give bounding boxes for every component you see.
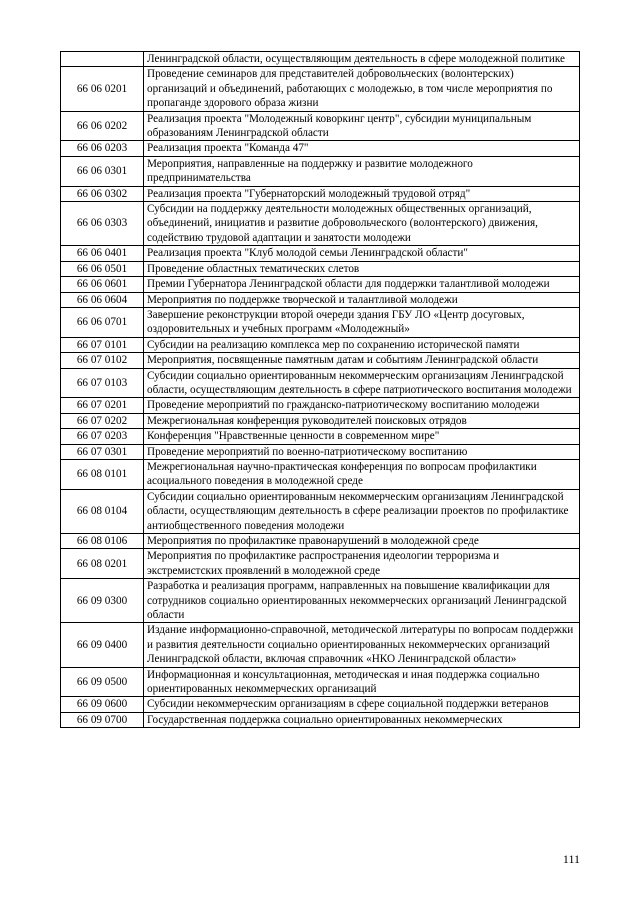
table-row <box>61 141 580 156</box>
row-description: Субсидии на поддержку деятельности молодежных общественных организаций, объединений, инициатив и развитие добровольческого (волонтерского) движения, содействию трудовой адаптации и занятости молодежи <box>144 202 580 246</box>
row-description: Издание информационно-справочной, методической литературы по вопросам поддержки и развития деятельности социально ориентированных некоммерческих организаций Ленинградской области, включая справочник «НКО Ленинградской области» <box>144 623 580 667</box>
row-code: 66 08 0101 <box>61 459 144 489</box>
row-description: Мероприятия, направленные на поддержку и развитие молодежного предпринимательства <box>144 156 580 186</box>
row-description: Реализация проекта "Губернаторский молодежный трудовой отряд" <box>144 186 580 201</box>
table-row <box>61 444 580 459</box>
row-code <box>61 52 144 67</box>
row-code: 66 06 0203 <box>61 141 144 156</box>
row-code: 66 07 0102 <box>61 353 144 368</box>
row-code: 66 08 0104 <box>61 489 144 533</box>
row-description: Информационная и консультационная, методическая и иная поддержка социально ориентированных некоммерческих организаций <box>144 667 580 697</box>
table-row <box>61 429 580 444</box>
table-row <box>61 413 580 428</box>
row-description: Проведение мероприятий по гражданско-патриотическому воспитанию молодежи <box>144 398 580 413</box>
row-code: 66 06 0601 <box>61 277 144 292</box>
row-code: 66 06 0604 <box>61 292 144 307</box>
row-code: 66 09 0700 <box>61 712 144 727</box>
table-row <box>61 307 580 337</box>
row-description: Премии Губернатора Ленинградской области для поддержки талантливой молодежи <box>144 277 580 292</box>
row-code: 66 06 0701 <box>61 307 144 337</box>
table-row <box>61 534 580 549</box>
row-code: 66 07 0201 <box>61 398 144 413</box>
table-body <box>61 52 580 728</box>
row-description: Субсидии некоммерческим организациям в сфере социальной поддержки ветеранов <box>144 697 580 712</box>
table-row <box>61 549 580 579</box>
row-code: 66 07 0202 <box>61 413 144 428</box>
table-row <box>61 186 580 201</box>
row-description: Ленинградской области, осуществляющим деятельность в сфере молодежной политике <box>144 52 580 67</box>
page-number: 111 <box>562 852 580 866</box>
row-description: Завершение реконструкции второй очереди здания ГБУ ЛО «Центр досуговых, оздоровительных и учебных программ «Молодежный» <box>144 307 580 337</box>
row-description: Государственная поддержка социально ориентированных некоммерческих <box>144 712 580 727</box>
table-row <box>61 202 580 246</box>
table-row <box>61 697 580 712</box>
row-code: 66 08 0106 <box>61 534 144 549</box>
row-description: Реализация проекта "Клуб молодой семьи Ленинградской области" <box>144 246 580 261</box>
table-row <box>61 67 580 111</box>
row-description: Реализация проекта "Молодежный коворкинг центр", субсидии муниципальным образованиям Ленинградской области <box>144 111 580 141</box>
row-description: Проведение мероприятий по военно-патриотическому воспитанию <box>144 444 580 459</box>
row-description: Субсидии социально ориентированным некоммерческим организациям Ленинградской области, осуществляющим деятельность в сфере реализации проектов по профилактике антиобщественного поведения молодежи <box>144 489 580 533</box>
table-row <box>61 579 580 623</box>
row-description: Межрегиональная конференция руководителей поисковых отрядов <box>144 413 580 428</box>
table-row <box>61 337 580 352</box>
table-row <box>61 398 580 413</box>
row-code: 66 07 0103 <box>61 368 144 398</box>
table-row <box>61 111 580 141</box>
row-code: 66 09 0400 <box>61 623 144 667</box>
table-row <box>61 52 580 67</box>
row-code: 66 09 0500 <box>61 667 144 697</box>
table-row <box>61 353 580 368</box>
row-description: Мероприятия, посвященные памятным датам и событиям Ленинградской области <box>144 353 580 368</box>
table-row <box>61 667 580 697</box>
table-row <box>61 292 580 307</box>
row-description: Мероприятия по поддержке творческой и талантливой молодежи <box>144 292 580 307</box>
row-code: 66 06 0201 <box>61 67 144 111</box>
row-description: Конференция "Нравственные ценности в современном мире" <box>144 429 580 444</box>
row-description: Проведение областных тематических слетов <box>144 261 580 276</box>
table-row <box>61 277 580 292</box>
table-row <box>61 261 580 276</box>
row-description: Мероприятия по профилактике правонарушений в молодежной среде <box>144 534 580 549</box>
row-code: 66 09 0600 <box>61 697 144 712</box>
row-code: 66 06 0202 <box>61 111 144 141</box>
table-row <box>61 712 580 727</box>
row-code: 66 09 0300 <box>61 579 144 623</box>
row-description: Проведение семинаров для представителей добровольческих (волонтерских) организаций и объединений, работающих с молодежью, в том числе мероприятия по пропаганде здорового образа жизни <box>144 67 580 111</box>
row-description: Субсидии на реализацию комплекса мер по сохранению исторической памяти <box>144 337 580 352</box>
row-code: 66 06 0302 <box>61 186 144 201</box>
row-code: 66 08 0201 <box>61 549 144 579</box>
row-code: 66 06 0501 <box>61 261 144 276</box>
table-row <box>61 623 580 667</box>
table-row <box>61 489 580 533</box>
row-code: 66 07 0301 <box>61 444 144 459</box>
table-row <box>61 156 580 186</box>
budget-codes-table <box>60 51 580 728</box>
row-description: Реализация проекта "Команда 47" <box>144 141 580 156</box>
table-row <box>61 368 580 398</box>
table-row <box>61 246 580 261</box>
row-description: Субсидии социально ориентированным некоммерческим организациям Ленинградской области, осуществляющим деятельность в сфере патриотического воспитания молодежи <box>144 368 580 398</box>
row-description: Межрегиональная научно-практическая конференция по вопросам профилактики асоциального поведения в молодежной среде <box>144 459 580 489</box>
row-code: 66 07 0101 <box>61 337 144 352</box>
row-description: Мероприятия по профилактике распространения идеологии терроризма и экстремистских проявлений в молодежной среде <box>144 549 580 579</box>
row-code: 66 06 0301 <box>61 156 144 186</box>
row-code: 66 06 0303 <box>61 202 144 246</box>
row-code: 66 06 0401 <box>61 246 144 261</box>
row-description: Разработка и реализация программ, направленных на повышение квалификации для сотрудников социально ориентированных некоммерческих организаций Ленинградской области <box>144 579 580 623</box>
row-code: 66 07 0203 <box>61 429 144 444</box>
table-row <box>61 459 580 489</box>
